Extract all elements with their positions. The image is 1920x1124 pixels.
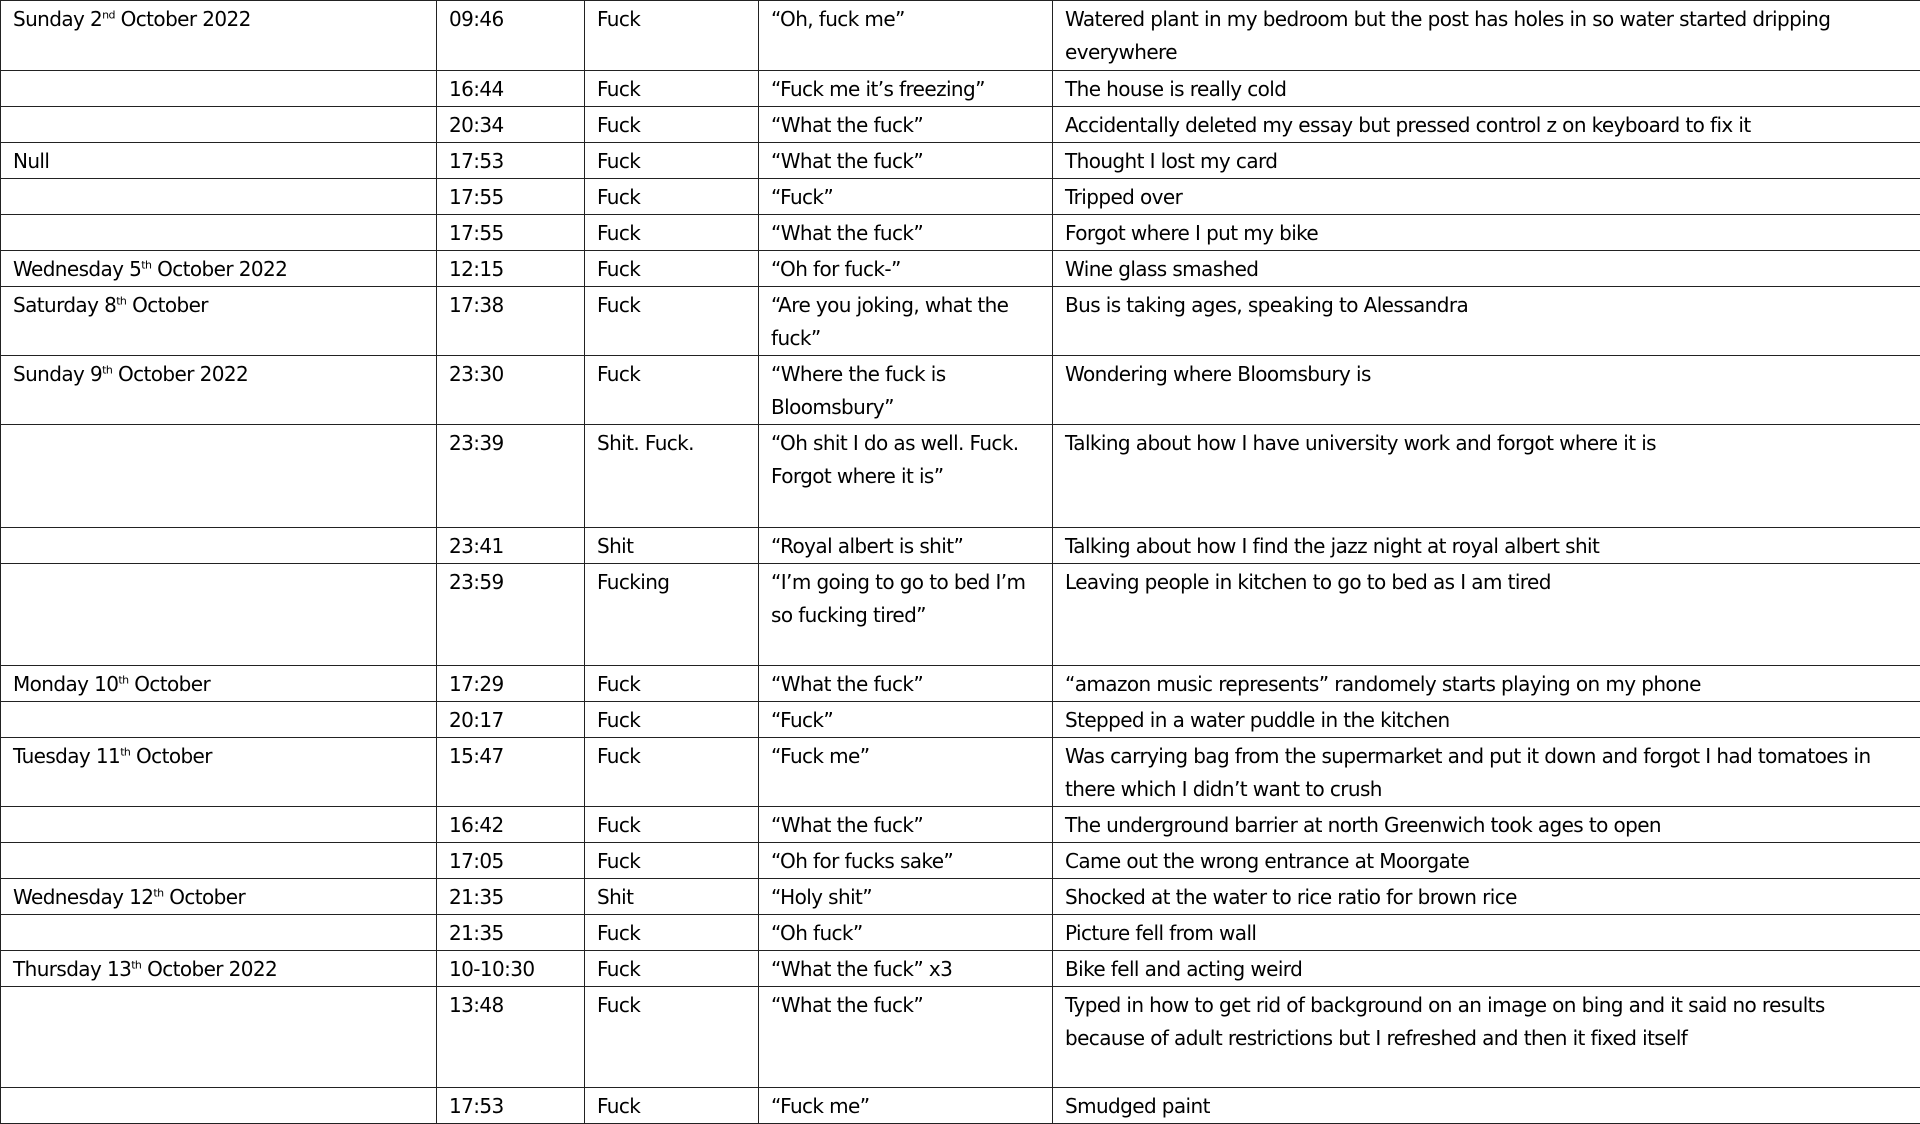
date-ordinal: th (153, 886, 163, 899)
context-cell: Stepped in a water puddle in the kitchen (1053, 702, 1920, 738)
time-cell: 17:53 (437, 143, 585, 179)
quote-cell: “What the fuck” (759, 107, 1053, 143)
date-text: Wednesday 5 (13, 257, 141, 281)
time-cell: 20:34 (437, 107, 585, 143)
context-cell: Leaving people in kitchen to go to bed as I am tired (1053, 564, 1920, 666)
table-body (1, 1, 1920, 1124)
table-row (1, 528, 1920, 564)
context-cell: Talking about how I find the jazz night at royal albert shit (1053, 528, 1920, 564)
table-row (1, 71, 1920, 107)
word-cell: Shit (585, 528, 759, 564)
context-cell: Came out the wrong entrance at Moorgate (1053, 843, 1920, 879)
time-cell: 17:55 (437, 215, 585, 251)
time-cell: 23:59 (437, 564, 585, 666)
date-month: October (128, 672, 210, 696)
word-cell: Fuck (585, 987, 759, 1088)
context-cell: Talking about how I have university work and forgot where it is (1053, 425, 1920, 528)
time-cell: 17:55 (437, 179, 585, 215)
quote-cell: “Oh for fuck-” (759, 251, 1053, 287)
date-cell (1, 251, 437, 287)
date-cell (1, 987, 437, 1088)
date-cell (1, 564, 437, 666)
word-cell: Fuck (585, 702, 759, 738)
date-cell (1, 356, 437, 425)
word-cell: Fuck (585, 71, 759, 107)
date-month: October (126, 293, 208, 317)
table-row (1, 666, 1920, 702)
word-cell: Fuck (585, 807, 759, 843)
table-row (1, 356, 1920, 425)
context-cell: The house is really cold (1053, 71, 1920, 107)
time-cell: 17:38 (437, 287, 585, 356)
date-month: October (130, 744, 212, 768)
date-cell (1, 143, 437, 179)
time-cell: 17:53 (437, 1088, 585, 1124)
date-text: Sunday 2 (13, 7, 102, 31)
time-cell: 15:47 (437, 738, 585, 807)
word-cell: Fuck (585, 179, 759, 215)
quote-cell: “What the fuck” x3 (759, 951, 1053, 987)
word-cell: Fucking (585, 564, 759, 666)
word-cell: Fuck (585, 287, 759, 356)
date-cell (1, 1, 437, 71)
table-row (1, 702, 1920, 738)
date-cell (1, 666, 437, 702)
word-cell: Fuck (585, 1, 759, 71)
date-text: Monday 10 (13, 672, 118, 696)
date-cell (1, 879, 437, 915)
word-cell: Fuck (585, 107, 759, 143)
context-cell: Smudged paint (1053, 1088, 1920, 1124)
date-cell (1, 1088, 437, 1124)
quote-cell: “Holy shit” (759, 879, 1053, 915)
date-month: October 2022 (141, 957, 277, 981)
quote-cell: “Oh fuck” (759, 915, 1053, 951)
time-cell: 10-10:30 (437, 951, 585, 987)
context-cell: Watered plant in my bedroom but the post has holes in so water started dripping everywhere (1053, 1, 1920, 71)
table-row (1, 843, 1920, 879)
context-cell: The underground barrier at north Greenwich took ages to open (1053, 807, 1920, 843)
table-row (1, 1088, 1920, 1124)
date-cell (1, 287, 437, 356)
date-cell (1, 915, 437, 951)
word-cell: Fuck (585, 843, 759, 879)
date-cell (1, 71, 437, 107)
table-row (1, 143, 1920, 179)
context-cell: Wine glass smashed (1053, 251, 1920, 287)
word-cell: Fuck (585, 738, 759, 807)
date-cell (1, 528, 437, 564)
date-cell (1, 807, 437, 843)
context-cell: Bus is taking ages, speaking to Alessandra (1053, 287, 1920, 356)
time-cell: 23:41 (437, 528, 585, 564)
quote-cell: “Fuck me” (759, 1088, 1053, 1124)
context-cell: Bike fell and acting weird (1053, 951, 1920, 987)
date-cell (1, 951, 437, 987)
date-text: Wednesday 12 (13, 885, 153, 909)
quote-cell: “Royal albert is shit” (759, 528, 1053, 564)
date-month: October 2022 (115, 7, 251, 31)
quote-cell: “What the fuck” (759, 215, 1053, 251)
table-row (1, 215, 1920, 251)
date-ordinal: th (141, 258, 151, 271)
context-cell: Shocked at the water to rice ratio for brown rice (1053, 879, 1920, 915)
date-cell (1, 215, 437, 251)
time-cell: 16:44 (437, 71, 585, 107)
table-row (1, 951, 1920, 987)
date-ordinal: th (120, 745, 130, 758)
table-row (1, 879, 1920, 915)
word-cell: Fuck (585, 915, 759, 951)
date-text: Thursday 13 (13, 957, 131, 981)
date-text: Null (13, 149, 49, 173)
time-cell: 20:17 (437, 702, 585, 738)
quote-cell: “I’m going to go to bed I’m so fucking tired” (759, 564, 1053, 666)
word-cell: Fuck (585, 143, 759, 179)
time-cell: 17:29 (437, 666, 585, 702)
quote-cell: “Fuck” (759, 179, 1053, 215)
date-cell (1, 738, 437, 807)
table-row (1, 738, 1920, 807)
time-cell: 13:48 (437, 987, 585, 1088)
word-cell: Fuck (585, 1088, 759, 1124)
quote-cell: “What the fuck” (759, 143, 1053, 179)
time-cell: 16:42 (437, 807, 585, 843)
date-ordinal: th (131, 958, 141, 971)
context-cell: Picture fell from wall (1053, 915, 1920, 951)
word-cell: Fuck (585, 951, 759, 987)
date-text: Tuesday 11 (13, 744, 120, 768)
table-row (1, 251, 1920, 287)
date-month: October 2022 (151, 257, 287, 281)
table-row (1, 179, 1920, 215)
table-row (1, 425, 1920, 528)
time-cell: 23:30 (437, 356, 585, 425)
quote-cell: “Where the fuck is Bloomsbury” (759, 356, 1053, 425)
word-cell: Fuck (585, 215, 759, 251)
date-ordinal: nd (102, 8, 115, 21)
quote-cell: “Fuck me it’s freezing” (759, 71, 1053, 107)
date-ordinal: th (116, 294, 126, 307)
date-cell (1, 179, 437, 215)
word-cell: Fuck (585, 251, 759, 287)
word-cell: Shit. Fuck. (585, 425, 759, 528)
date-ordinal: th (118, 673, 128, 686)
context-cell: Was carrying bag from the supermarket and put it down and forgot I had tomatoes in there which I didn’t want to crush (1053, 738, 1920, 807)
context-cell: Tripped over (1053, 179, 1920, 215)
table-row (1, 987, 1920, 1088)
table-row (1, 287, 1920, 356)
time-cell: 21:35 (437, 879, 585, 915)
context-cell: Thought I lost my card (1053, 143, 1920, 179)
date-cell (1, 702, 437, 738)
time-cell: 12:15 (437, 251, 585, 287)
date-ordinal: th (102, 363, 112, 376)
table-row (1, 807, 1920, 843)
context-cell: “amazon music represents” randomely starts playing on my phone (1053, 666, 1920, 702)
word-cell: Shit (585, 879, 759, 915)
time-cell: 21:35 (437, 915, 585, 951)
date-month: October (164, 885, 246, 909)
quote-cell: “Oh for fucks sake” (759, 843, 1053, 879)
table-row (1, 564, 1920, 666)
word-cell: Fuck (585, 356, 759, 425)
time-cell: 09:46 (437, 1, 585, 71)
context-cell: Typed in how to get rid of background on an image on bing and it said no results because of adult restrictions but I refreshed and then it fixed itself (1053, 987, 1920, 1088)
quote-cell: “Fuck me” (759, 738, 1053, 807)
context-cell: Accidentally deleted my essay but pressed control z on keyboard to fix it (1053, 107, 1920, 143)
word-cell: Fuck (585, 666, 759, 702)
context-cell: Wondering where Bloomsbury is (1053, 356, 1920, 425)
quote-cell: “Fuck” (759, 702, 1053, 738)
date-cell (1, 107, 437, 143)
date-month: October 2022 (112, 362, 248, 386)
quote-cell: “What the fuck” (759, 987, 1053, 1088)
time-cell: 17:05 (437, 843, 585, 879)
date-text: Sunday 9 (13, 362, 102, 386)
date-cell (1, 843, 437, 879)
table-row (1, 915, 1920, 951)
context-cell: Forgot where I put my bike (1053, 215, 1920, 251)
quote-cell: “Oh, fuck me” (759, 1, 1053, 71)
date-text: Saturday 8 (13, 293, 116, 317)
table-row (1, 107, 1920, 143)
quote-cell: “What the fuck” (759, 666, 1053, 702)
quote-cell: “Are you joking, what the fuck” (759, 287, 1053, 356)
table-row (1, 1, 1920, 71)
quote-cell: “Oh shit I do as well. Fuck. Forgot where it is” (759, 425, 1053, 528)
quote-cell: “What the fuck” (759, 807, 1053, 843)
time-cell: 23:39 (437, 425, 585, 528)
date-cell (1, 425, 437, 528)
